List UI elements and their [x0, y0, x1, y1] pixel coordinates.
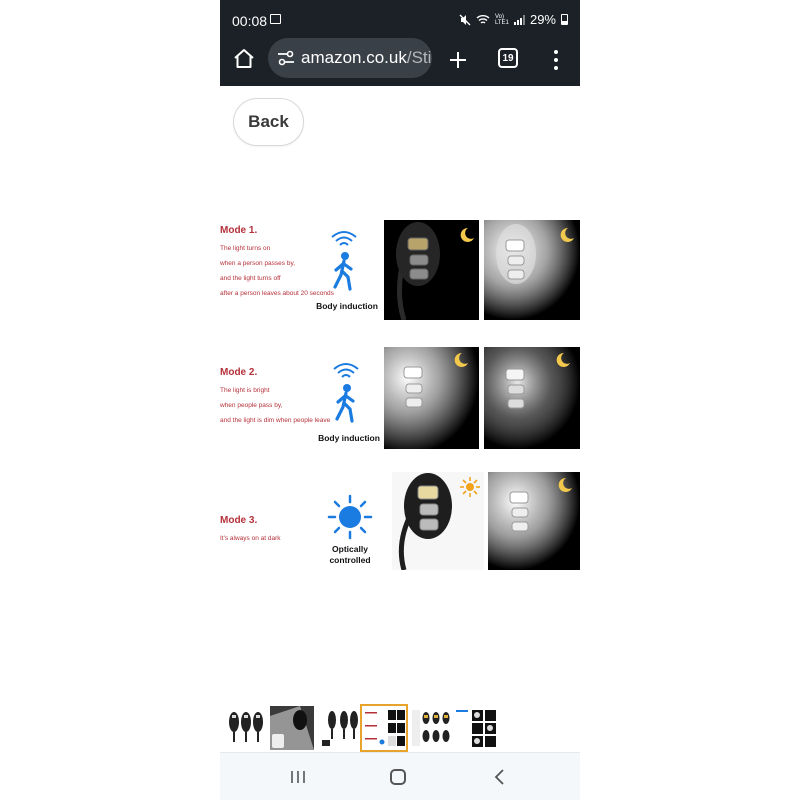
wifi-icon [476, 14, 490, 25]
network-label: Vo) LTE1 [494, 13, 509, 26]
mode-2-title: Mode 2. [220, 367, 258, 378]
mode-3-caption [316, 544, 384, 567]
moon-icon [461, 228, 474, 242]
signal-icon [514, 15, 525, 25]
recent-apps-icon[interactable] [290, 770, 306, 784]
mode-1-photo-after [484, 220, 580, 320]
tune-icon[interactable] [276, 48, 296, 68]
mode-3-line-1: It's always on at dark [220, 535, 281, 542]
plus-icon[interactable] [446, 48, 470, 72]
thumbnail-2[interactable] [270, 706, 314, 750]
browser-toolbar [220, 40, 580, 86]
mode-2-block [220, 345, 580, 455]
mode-1-block [220, 215, 580, 325]
sun-icon [327, 494, 373, 540]
system-navigation-bar [220, 752, 580, 800]
mode-3-caption-line-1: Optically [332, 544, 368, 554]
mode-1-caption: Body induction [316, 301, 378, 311]
status-time: 00:08 [232, 13, 268, 29]
mode-2-line-2: when people pass by, [220, 402, 283, 409]
thumbnail-5[interactable] [410, 706, 454, 750]
mode-3-title: Mode 3. [220, 515, 258, 526]
mode-2-photo-dim [484, 347, 580, 449]
mode-2-line-3: and the light is dim when people leave [220, 417, 331, 424]
url-path: /Sti [406, 48, 432, 67]
thumbnail-1[interactable] [224, 706, 268, 750]
mode-1-line-2: when a person passes by, [220, 260, 296, 267]
mode-3-block [220, 470, 580, 575]
more-vert-icon[interactable] [546, 48, 566, 72]
mode-1-line-1: The light turns on [220, 245, 271, 252]
image-thumbnail-strip [220, 700, 580, 754]
thumbnail-4-selected[interactable] [362, 706, 406, 750]
mode-2-line-1: The light is bright [220, 387, 270, 394]
status-indicators [459, 12, 568, 27]
status-bar [220, 0, 580, 40]
home-icon[interactable] [232, 47, 256, 71]
back-nav-icon[interactable] [493, 768, 505, 786]
person-walking-icon [326, 227, 362, 293]
mode-1-photo-before [384, 220, 479, 320]
home-nav-icon[interactable] [390, 769, 406, 785]
thumbnail-6[interactable] [454, 706, 498, 750]
product-image [220, 215, 580, 575]
mode-1-title: Mode 1. [220, 225, 258, 236]
address-bar[interactable] [268, 38, 432, 78]
back-button[interactable]: Back [233, 98, 304, 146]
phone-screen [220, 0, 580, 800]
mode-3-photo-day [392, 472, 484, 570]
mode-3-caption-line-2: controlled [329, 555, 371, 566]
mode-2-photo-bright [384, 347, 479, 449]
mode-1-line-4: after a person leaves about 20 seconds [220, 290, 334, 297]
person-walking-icon [328, 359, 364, 425]
mode-2-caption: Body induction [318, 433, 380, 443]
gallery-notification-icon [270, 14, 281, 24]
mute-icon [459, 14, 471, 26]
url-domain: amazon.co.uk [301, 48, 407, 67]
mode-3-photo-night [488, 472, 580, 570]
mode-1-line-3: and the light turns off [220, 275, 281, 282]
thumbnail-3[interactable] [318, 706, 362, 750]
battery-percent: 29% [529, 12, 556, 27]
tabs-icon[interactable]: 19 [498, 48, 518, 68]
battery-icon [561, 14, 568, 25]
